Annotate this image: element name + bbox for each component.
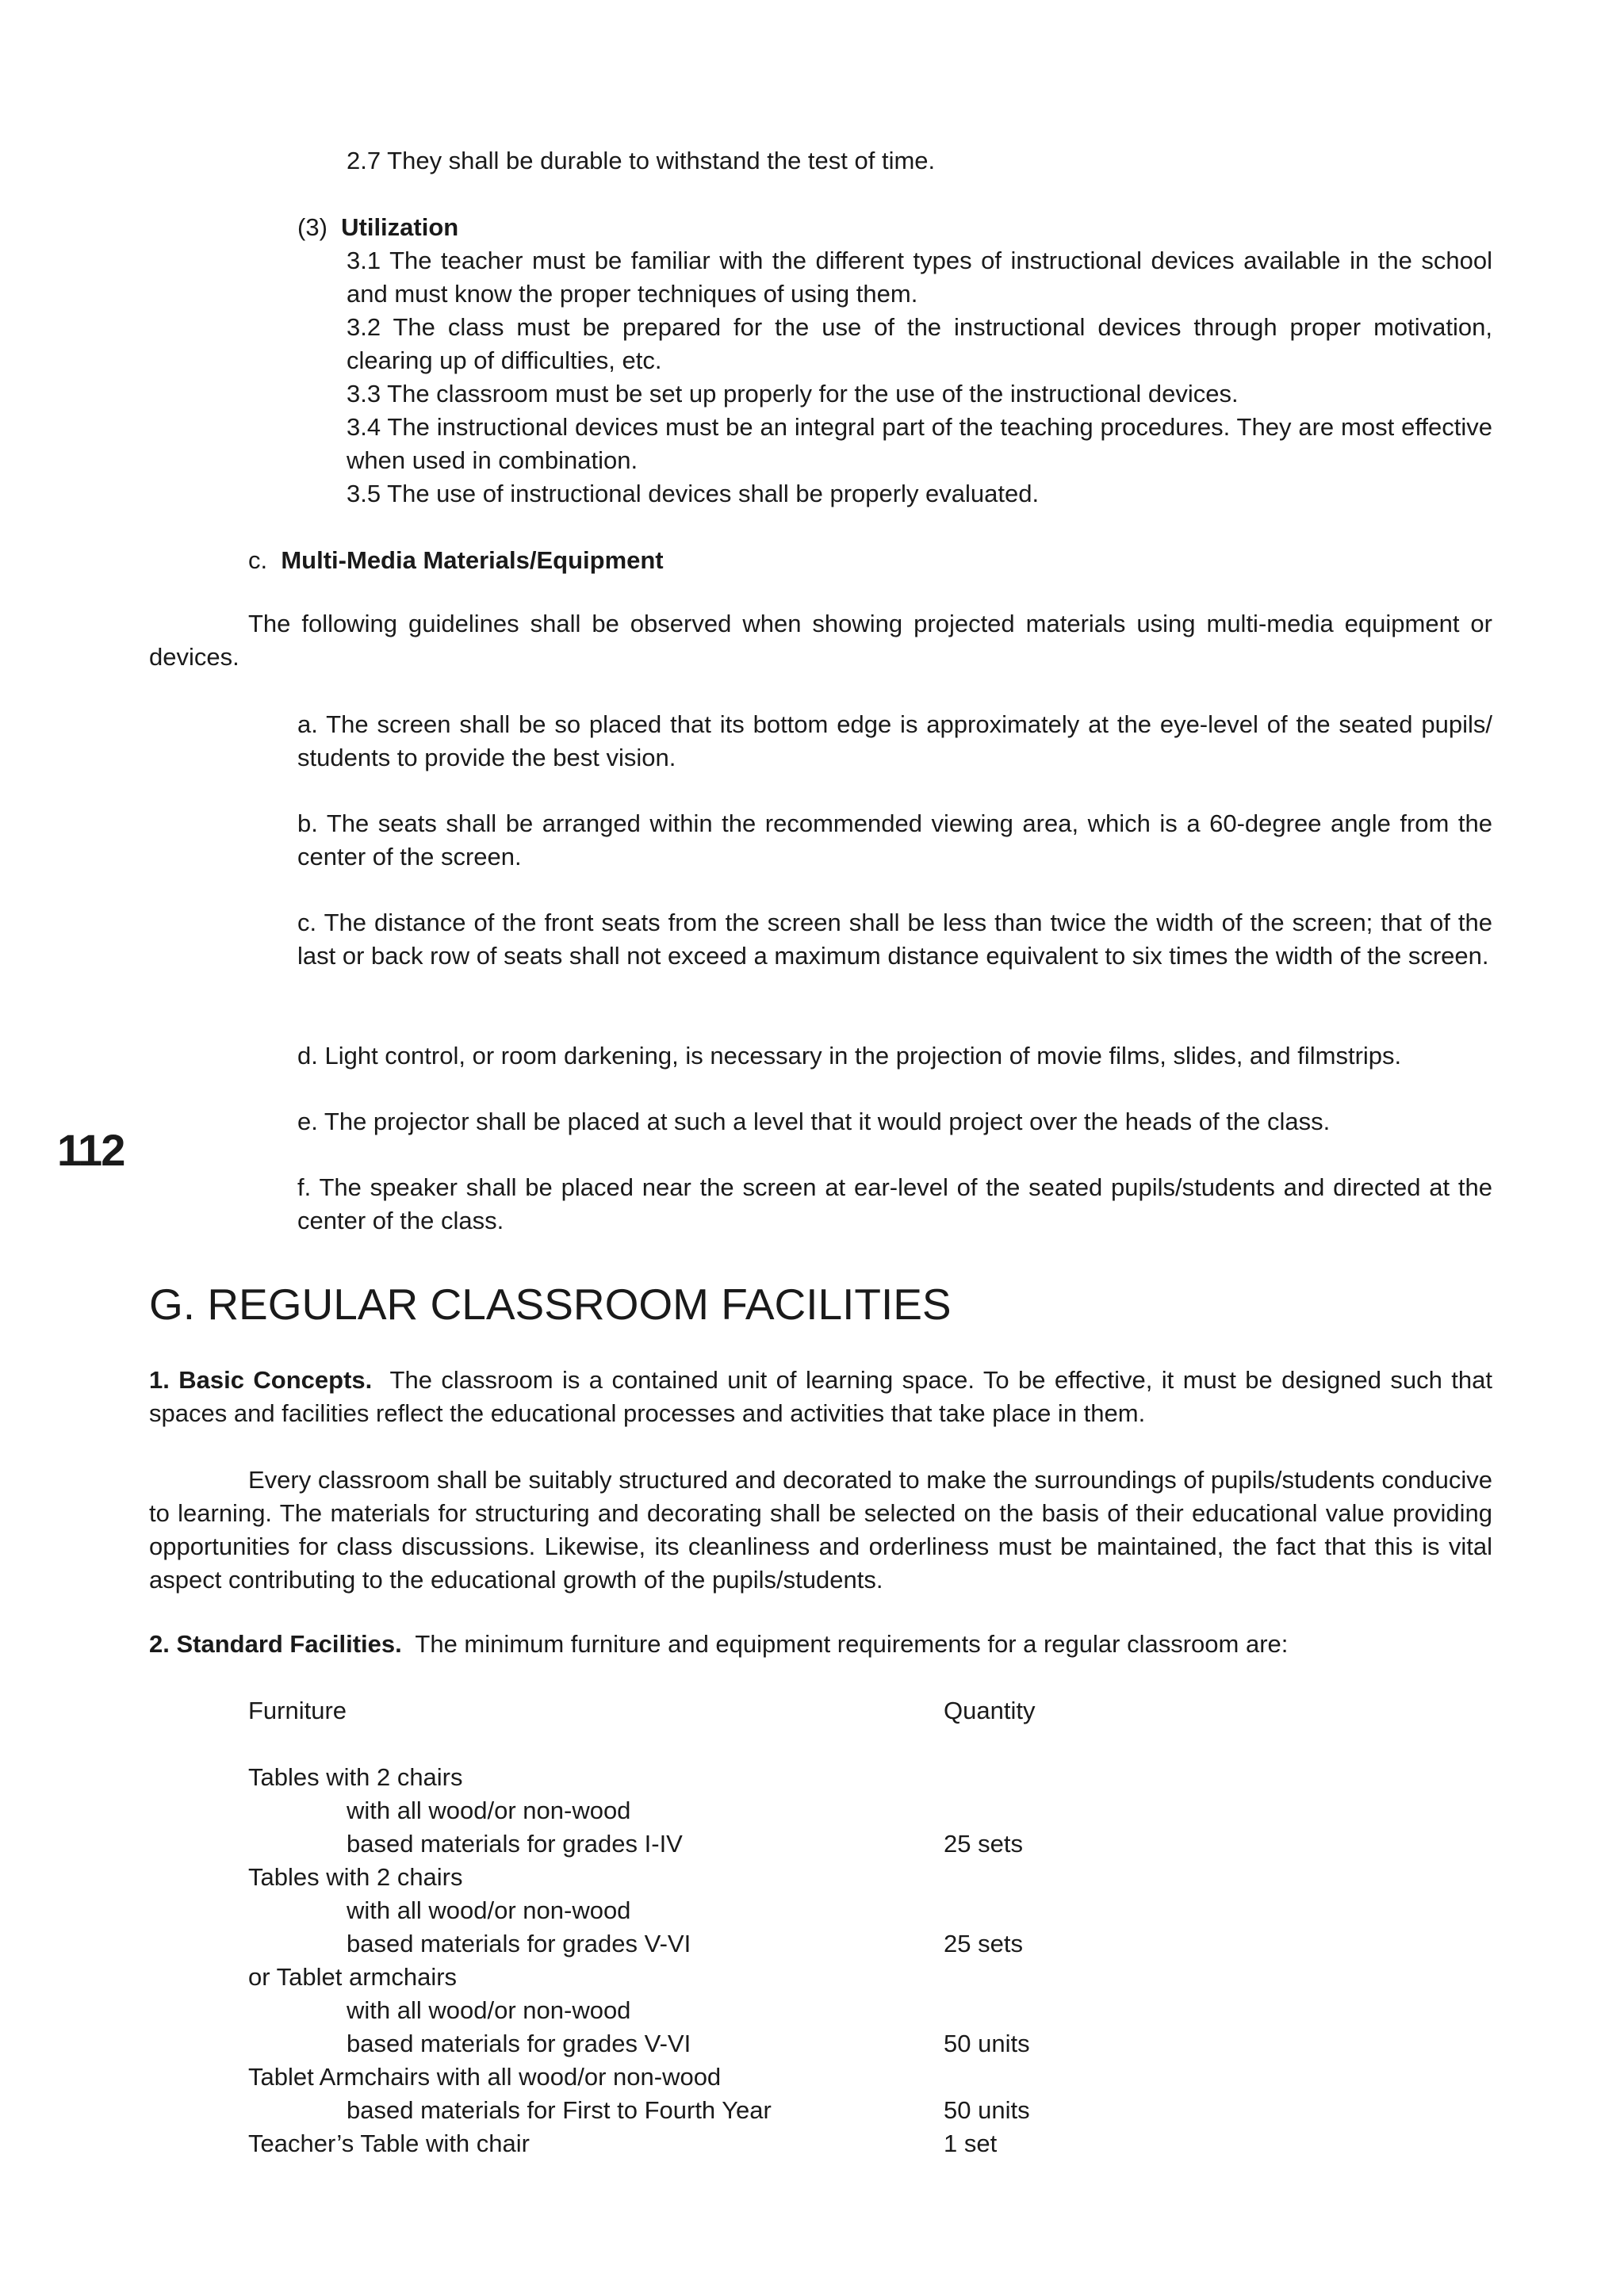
table-row-text: Tables with 2 chairs: [248, 1863, 463, 1891]
utilization-item-3-5: 3.5 The use of instructional devices shall be properly evaluated.: [347, 480, 1040, 507]
classroom-paragraph: Every classroom shall be suitably structured and decorated to make the surroundings of pupils/students conducive to learning. The materials for structuring and decorating shall be selected on the basis of their educational value providing opportunities for class discussions. Likewise, its cleanliness and orderliness must be maintained, the fact that this is vital aspect contributing to the educational growth of the pupils/students.: [149, 1466, 1492, 1594]
guideline-b: b. The seats shall be arranged within the recommended viewing area, which is a 60-degree angle from the center of the screen.: [297, 809, 1492, 871]
table-row-text: based materials for First to Fourth Year: [347, 2096, 772, 2124]
table-row-quantity: 50 units: [944, 2030, 1030, 2057]
table-row-text: based materials for grades V-VI: [347, 1930, 691, 1957]
multimedia-intro: The following guidelines shall be observed when showing projected materials using multi-media equipment or devices.: [149, 610, 1492, 671]
guideline-c: c. The distance of the front seats from the screen shall be less than twice the width of the screen; that of the last or back row of seats shall not exceed a maximum distance equivalent to six times the width of the screen.: [297, 909, 1492, 970]
utilization-item-3-3: 3.3 The classroom must be set up properly for the use of the instructional devices.: [347, 380, 1239, 408]
table-row-quantity: 1 set: [944, 2130, 998, 2157]
table-row-text: Tables with 2 chairs: [248, 1763, 463, 1791]
table-row-quantity: 25 sets: [944, 1830, 1023, 1858]
utilization-item-3-4: 3.4 The instructional devices must be an integral part of the teaching procedures. They are most effective when used in combination.: [347, 413, 1492, 474]
guideline-d: d. Light control, or room darkening, is necessary in the projection of movie films, slides, and filmstrips.: [297, 1042, 1402, 1070]
table-row-text: Tablet Armchairs with all wood/or non-wood: [248, 2063, 722, 2091]
column-header-quantity: Quantity: [944, 1697, 1036, 1724]
basic-concepts-paragraph: [149, 1364, 1492, 1430]
table-row-text: based materials for grades I-IV: [347, 1830, 683, 1858]
basic-concepts-title: 1. Basic Concepts.: [149, 1366, 373, 1394]
item-2-7: 2.7 They shall be durable to withstand the test of time.: [347, 147, 936, 174]
standard-facilities-text: The minimum furniture and equipment requirements for a regular classroom are:: [415, 1630, 1289, 1658]
multimedia-heading: [248, 544, 664, 577]
column-header-furniture: Furniture: [248, 1697, 347, 1724]
multimedia-title: Multi-Media Materials/Equipment: [281, 546, 664, 574]
table-row-text: with all wood/or non-wood: [347, 1797, 631, 1824]
basic-concepts-text: The classroom is a contained unit of learning space. To be effective, it must be designed such that spaces and facilities reflect the educational processes and activities that take place in them.: [149, 1366, 1492, 1427]
table-row-text: based materials for grades V-VI: [347, 2030, 691, 2057]
table-row-quantity: 50 units: [944, 2096, 1030, 2124]
table-row-text: or Tablet armchairs: [248, 1963, 458, 1991]
utilization-item-3-2: 3.2 The class must be prepared for the use of the instructional devices through proper motivation, clearing up of difficulties, etc.: [347, 313, 1492, 374]
page-number: 112: [57, 1125, 124, 1175]
utilization-marker: (3): [297, 213, 327, 241]
utilization-item-3-1: 3.1 The teacher must be familiar with the different types of instructional devices available in the school and must know the proper techniques of using them.: [347, 247, 1492, 308]
table-row-text: with all wood/or non-wood: [347, 1896, 631, 1924]
guideline-e: e. The projector shall be placed at such a level that it would project over the heads of the class.: [297, 1108, 1331, 1135]
guideline-f: f. The speaker shall be placed near the screen at ear-level of the seated pupils/students and directed at the center of the class.: [297, 1173, 1492, 1234]
multimedia-marker: c.: [248, 546, 268, 574]
utilization-title: Utilization: [341, 213, 459, 241]
standard-facilities-title: 2. Standard Facilities.: [149, 1630, 402, 1658]
section-heading: G. REGULAR CLASSROOM FACILITIES: [149, 1280, 952, 1329]
table-row-text: with all wood/or non-wood: [347, 1996, 631, 2024]
guideline-a: a. The screen shall be so placed that its bottom edge is approximately at the eye-level of the seated pupils/ students to provide the best vision.: [297, 710, 1492, 771]
table-row-text: Teacher’s Table with chair: [248, 2130, 530, 2157]
standard-facilities-paragraph: [149, 1628, 1288, 1661]
table-row-quantity: 25 sets: [944, 1930, 1023, 1957]
utilization-heading: [297, 211, 458, 244]
